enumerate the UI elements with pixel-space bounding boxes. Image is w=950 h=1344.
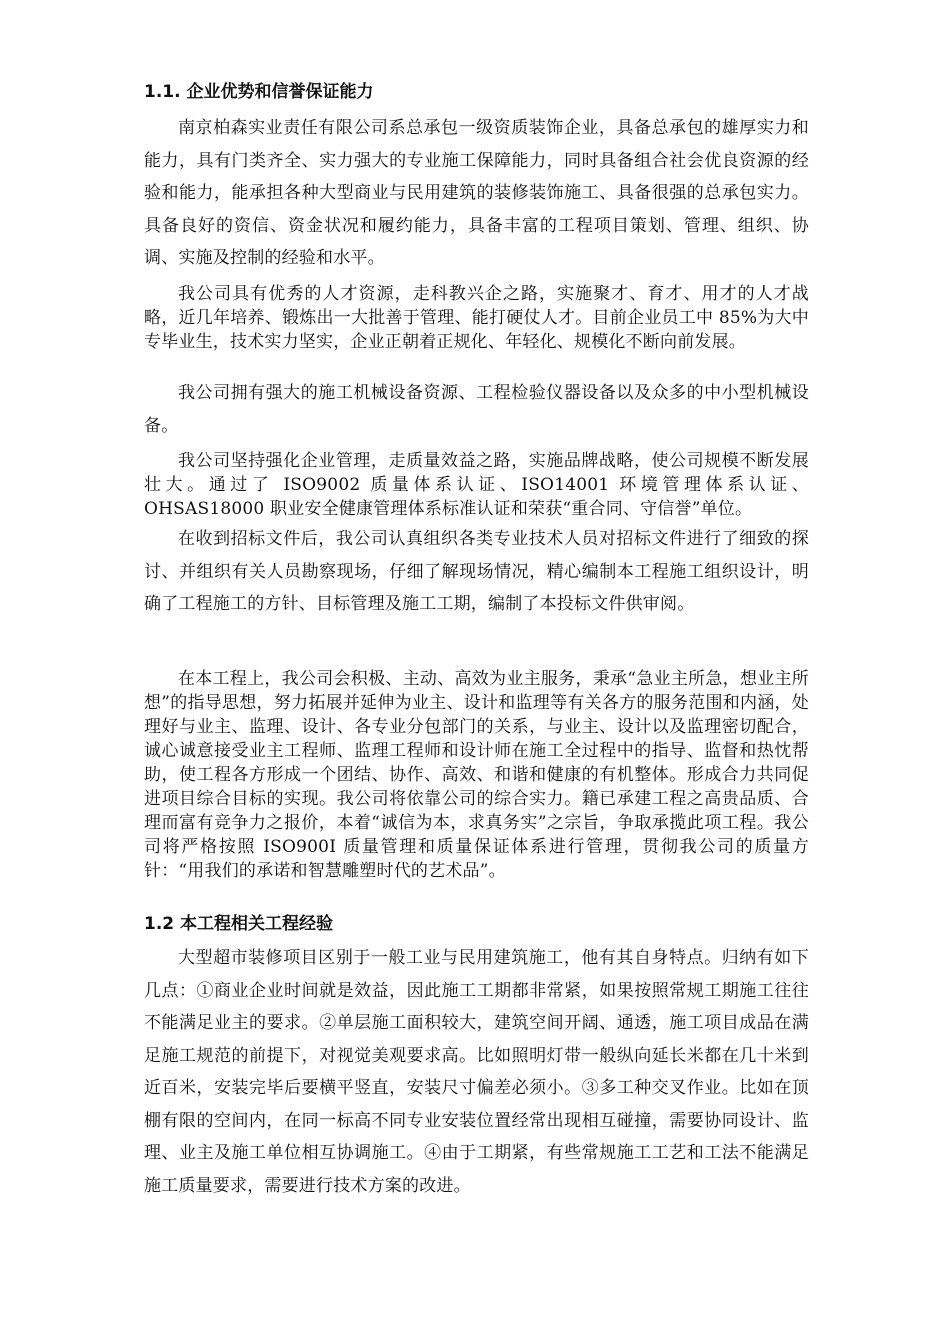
section-heading-1-1: 1.1. 企业优势和信誉保证能力 — [144, 82, 374, 102]
paragraph-equipment-resources: 我公司拥有强大的施工机械设备资源、工程检验仪器设备以及众多的中小型机械设备。 — [144, 383, 809, 436]
paragraph-talent-resources: 我公司具有优秀的人才资源，走科教兴企之路，实施聚才、育才、用才的人才战略，近几年培养、锻炼出一大批善于管理、能打硬仗人才。目前企业员工中 85%为大中专毕业生，技术实力坚实，企业正朝着正规化、年轻化、规模化不断向前发展。 — [144, 284, 809, 352]
paragraph-supermarket-experience: 大型超市装修项目区别于一般工业与民用建筑施工，他有其自身特点。归纳有如下几点：①商业企业时间就是效益，因此施工工期都非常紧，如果按照常规工期施工往往不能满足业主的要求。②单层施工面积较大，建筑空间开阔、通透，施工项目成品在满足施工规范的前提下，对视觉美观要求高。比如照明灯带一般纵向延长米都在几十米到近百米，安装完毕后要横平竖直，安装尺寸偏差必须小。③多工种交叉作业。比如在顶棚有限的空间内，在同一标高不同专业安装位置经常出现相互碰撞，需要协同设计、监理、业主及施工单位相互协调施工。④由于工期紧，有些常规施工工艺和工法不能满足施工质量要求，需要进行技术方案的改进。 — [144, 948, 809, 1196]
paragraph-quality-certifications: 我公司坚持强化企业管理，走质量效益之路，实施品牌战略，使公司规模不断发展壮大。通过了 ISO9002 质量体系认证、ISO14001 环境管理体系认证、OHSAS18000 职业安全健康管理体系标准认证和荣获“重合同、守信誉”单位。 — [144, 451, 809, 519]
paragraph-bid-preparation: 在收到招标文件后，我公司认真组织各类专业技术人员对招标文件进行了细致的探讨、并组织有关人员勘察现场，仔细了解现场情况，精心编制本工程施工组织设计，明确了工程施工的方针、目标管理及施工工期，编制了本投标文件供审阅。 — [144, 529, 809, 614]
document-body — [144, 78, 809, 1240]
paragraph-service-commitment: 在本工程上，我公司会积极、主动、高效为业主服务，秉承“急业主所急，想业主所想”的指导思想，努力拓展并延伸为业主、设计和监理等有关各方的服务范围和内涵，处理好与业主、监理、设计、各专业分包部门的关系，与业主、设计以及监理密切配合，诚心诚意接受业主工程师、监理工程师和设计师在施工全过程中的指导、监督和热忱帮助，使工程各方形成一个团结、协作、高效、和谐和健康的有机整体。形成合力共同促进项目综合目标的实现。我公司将依靠公司的综合实力。籍已承建工程之高贵品质、合理而富有竞争力之报价，本着“诚信为本，求真务实”之宗旨，争取承揽此项工程。我公司将严格按照 ISO900I 质量管理和质量保证体系进行管理，贯彻我公司的质量方针：“用我们的承诺和智慧雕塑时代的艺术品”。 — [144, 669, 809, 881]
paragraph-company-overview: 南京柏森实业责任有限公司系总承包一级资质装饰企业，具备总承包的雄厚实力和能力，具有门类齐全、实力强大的专业施工保障能力，同时具备组合社会优良资源的经验和能力，能承担各种大型商业与民用建筑的装修装饰施工、具备很强的总承包实力。具备良好的资信、资金状况和履约能力，具备丰富的工程项目策划、管理、组织、协调、实施及控制的经验和水平。 — [144, 118, 809, 268]
section-heading-1-2: 1.2 本工程相关工程经验 — [144, 914, 334, 934]
